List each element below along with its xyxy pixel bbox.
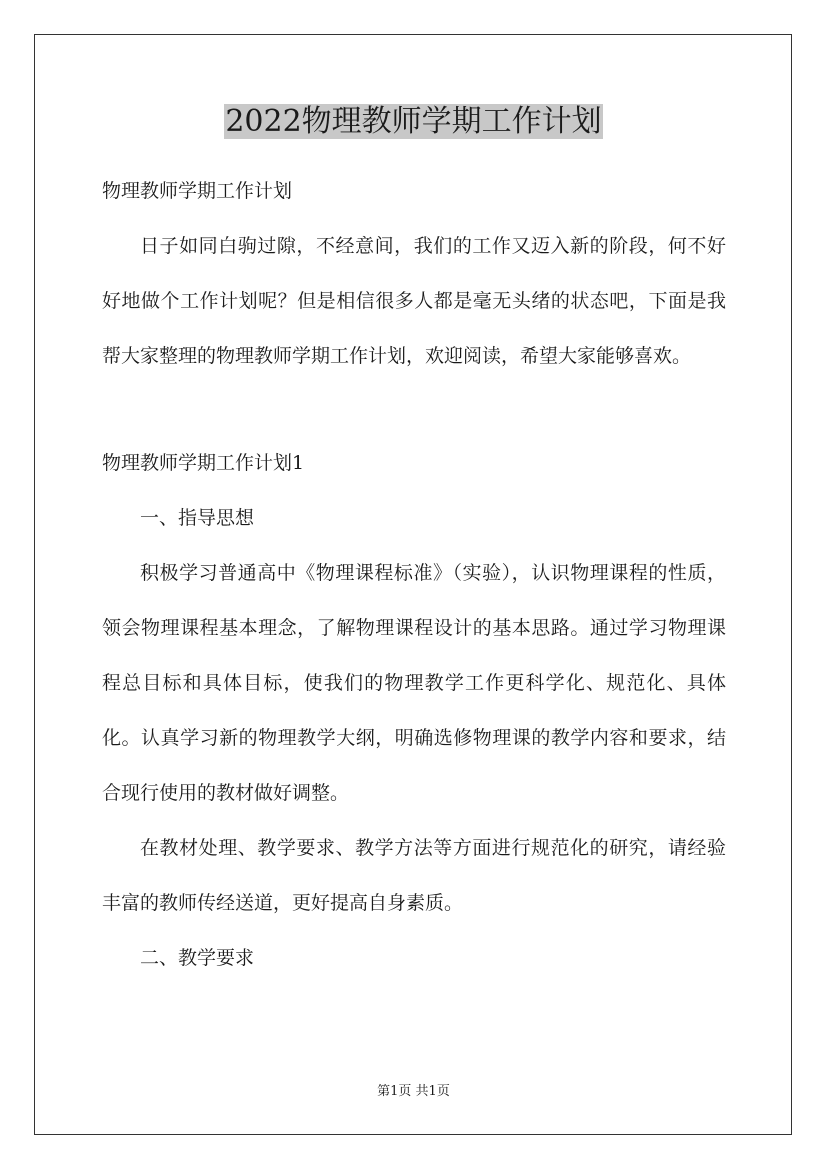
document-title-text: 2022物理教师学期工作计划 — [225, 104, 602, 139]
intro-paragraph: 日子如同白驹过隙，不经意间，我们的工作又迈入新的阶段，何不好好地做个工作计划呢？但是相信很多人都是毫无头绪的状态吧，下面是我帮大家整理的物理教师学期工作计划，欢迎阅读，希望大家能够喜欢。 — [102, 235, 726, 367]
part-heading-teaching-requirements: 二、教学要求 — [140, 947, 255, 969]
part-heading-guiding-ideology: 一、指导思想 — [140, 507, 255, 529]
document-subtitle: 物理教师学期工作计划 — [102, 180, 293, 202]
body-paragraph: 在教材处理、教学要求、教学方法等方面进行规范化的研究，请经验丰富的教师传经送道，更好提高自身素质。 — [102, 837, 726, 914]
body-paragraph: 积极学习普通高中《物理课程标准》（实验），认识物理课程的性质，领会物理课程基本理念，了解物理课程设计的基本思路。通过学习物理课程总目标和具体目标，使我们的物理教学工作更科学化、规范化、具体化。认真学习新的物理教学大纲，明确选修物理课的教学内容和要求，结合现行使用的教材做好调整。 — [102, 562, 726, 804]
page-footer: 第1页 共1页 — [377, 1084, 450, 1099]
section-gap — [102, 384, 726, 436]
section-heading: 物理教师学期工作计划1 — [102, 452, 305, 474]
document-title — [0, 100, 827, 144]
document-body — [102, 164, 726, 986]
